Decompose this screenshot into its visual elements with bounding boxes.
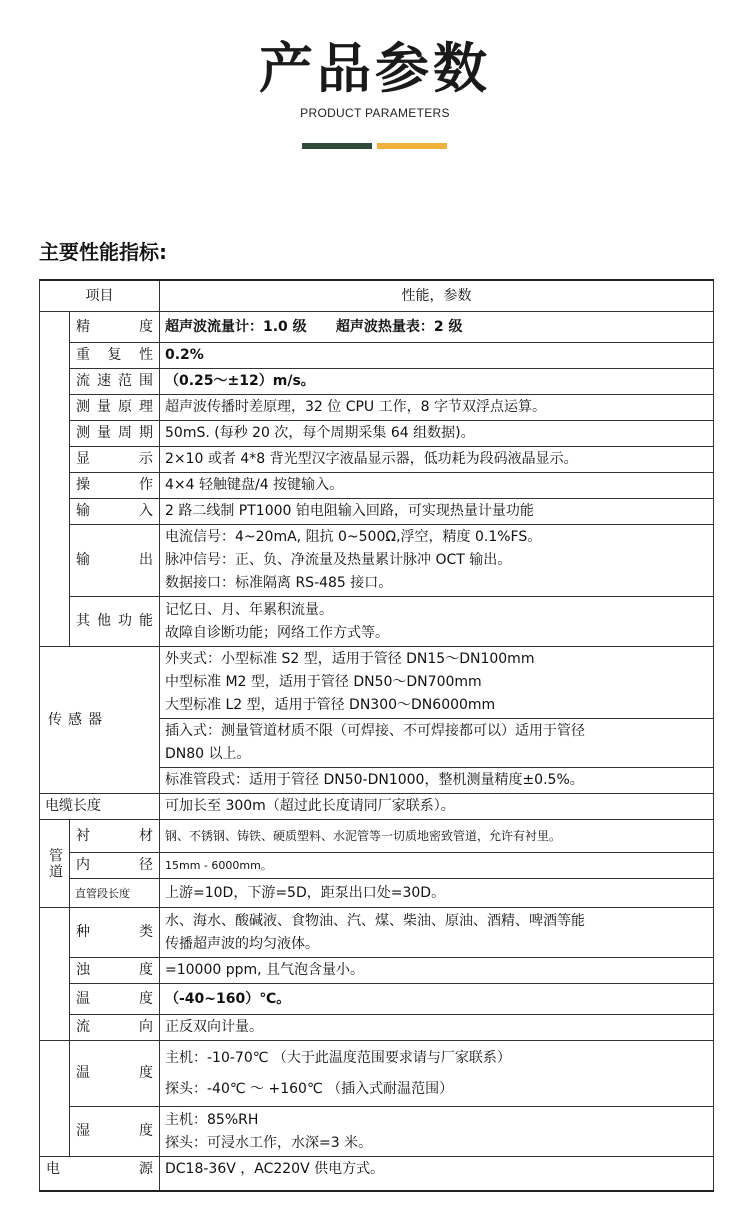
table-row: [40, 853, 714, 879]
sensor-insert-line: DN80 以上。: [165, 746, 251, 762]
row-value-other: [160, 597, 714, 647]
row-name-straight-length: 直管段长度: [70, 879, 160, 908]
row-name-turbidity: 浊度: [70, 958, 160, 984]
sensor-clamp-line: 大型标准 L2 型，适用于管径 DN300～DN6000mm: [165, 697, 496, 713]
row-name-diameter: 内径: [70, 853, 160, 879]
table-row: [40, 1015, 714, 1041]
power-label: 电源: [40, 1157, 160, 1191]
cable-label: 电缆长度: [40, 794, 160, 820]
table-row: [40, 1107, 714, 1157]
table-row: [40, 794, 714, 820]
sensor-clamp: [160, 647, 714, 719]
row-value-display: 2×10 或者 4*8 背光型汉字液晶显示器，低功耗为段码液晶显示。: [160, 447, 714, 473]
row-value-principle: 超声波传播时差原理，32 位 CPU 工作，8 字节双浮点运算。: [160, 395, 714, 421]
sensor-label: 传感器: [40, 647, 160, 794]
table-row: [40, 312, 714, 343]
row-name-liner: 衬材: [70, 820, 160, 853]
row-value-operation: 4×4 轻触键盘/4 按键输入。: [160, 473, 714, 499]
table-row: [40, 369, 714, 395]
table-row: [40, 395, 714, 421]
row-value-velocity-range: （0.25～±12）m/s。: [160, 369, 714, 395]
row-name-output: 输出: [70, 525, 160, 597]
sensor-standard: 标准管段式：适用于管径 DN50-DN1000，整机测量精度±0.5%。: [160, 768, 714, 794]
table-row: [40, 343, 714, 369]
row-name-flow-direction: 流向: [70, 1015, 160, 1041]
fluid-type-line: 传播超声波的均匀液体。: [165, 935, 319, 952]
table-row: [40, 908, 714, 958]
row-value-cycle: 50mS. (每秒 20 次，每个周期采集 64 组数据)。: [160, 421, 714, 447]
table-row: [40, 525, 714, 597]
row-name-accuracy: 精 度: [70, 312, 160, 343]
row-name-velocity-range: 流速范围: [70, 369, 160, 395]
table-row: [40, 984, 714, 1015]
row-value-straight-length: 上游=10D，下游=5D，距泵出口处=30D。: [160, 879, 714, 908]
output-line-pulse: 脉冲信号：正、负、净流量及热量累计脉冲 OCT 输出。: [165, 552, 512, 568]
output-line-current: 电流信号：4~20mA, 阻抗 0~500Ω,浮空，精度 0.1%FS。: [165, 529, 542, 545]
spec-table: [39, 279, 714, 1192]
table-row: [40, 879, 714, 908]
row-value-liner: 钢、不锈钢、铸铁、硬质塑料、水泥管等一切质地密致管道，允许有衬里。: [160, 820, 714, 853]
section-title: 主要性能指标:: [39, 240, 167, 264]
row-value-fluid-type: [160, 908, 714, 958]
row-name-env-temp: 温度: [70, 1041, 160, 1107]
table-row: [40, 1041, 714, 1107]
pipe-group-label: 管道: [40, 820, 70, 908]
sensor-insert: [160, 719, 714, 768]
table-header-row: [40, 280, 714, 312]
accent-bar-gold: [377, 143, 447, 149]
humidity-line-host: 主机：85%RH: [165, 1111, 259, 1128]
row-value-diameter: 15mm - 6000mm。: [160, 853, 714, 879]
env-temp-line-host: 主机：-10-70℃ （大于此温度范围要求请与厂家联系）: [165, 1049, 511, 1066]
output-line-interface: 数据接口：标准隔离 RS-485 接口。: [165, 575, 393, 591]
row-name-other: 其他功能: [70, 597, 160, 647]
row-value-accuracy: 超声波流量计：1.0 级 超声波热量表：2 级: [160, 312, 714, 343]
accent-bar-green: [302, 143, 372, 149]
sensor-clamp-line: 中型标准 M2 型，适用于管径 DN50～DN700mm: [165, 674, 482, 690]
env-temp-line-probe: 探头：-40℃ ～ +160℃ （插入式耐温范围）: [165, 1080, 454, 1097]
row-value-output: [160, 525, 714, 597]
other-line-memory: 记忆日、月、年累积流量。: [165, 601, 333, 618]
table-row: [40, 958, 714, 984]
row-value-turbidity: =10000 ppm, 且气泡含量小。: [160, 958, 714, 984]
fluid-type-line: 水、海水、酸碱液、食物油、汽、煤、柴油、原油、酒精、啤酒等能: [165, 912, 585, 929]
header-item: 项目: [40, 280, 160, 312]
table-row: [40, 1157, 714, 1191]
row-name-fluid-type: 种类: [70, 908, 160, 958]
humidity-line-probe: 探头：可浸水工作，水深=3 米。: [165, 1134, 373, 1151]
row-name-operation: 操作: [70, 473, 160, 499]
row-name-fluid-temp: 温度: [70, 984, 160, 1015]
row-value-input: 2 路二线制 PT1000 铂电阻输入回路，可实现热量计量功能: [160, 499, 714, 525]
power-value: DC18-36V ，AC220V 供电方式。: [160, 1157, 714, 1191]
table-row: [40, 820, 714, 853]
page-title: 产品参数: [259, 37, 491, 100]
row-name-humidity: 湿度: [70, 1107, 160, 1157]
sensor-insert-line: 插入式：测量管道材质不限（可焊接、不可焊接都可以）适用于管径: [165, 723, 585, 739]
row-value-env-temp: [160, 1041, 714, 1107]
table-row: [40, 421, 714, 447]
table-row: [40, 499, 714, 525]
row-name-repeatability: 重复性: [70, 343, 160, 369]
row-value-repeatability: 0.2%: [160, 343, 714, 369]
row-name-cycle: 测量周期: [70, 421, 160, 447]
table-row: [40, 647, 714, 719]
row-value-fluid-temp: （-40~160）℃。: [160, 984, 714, 1015]
table-row: [40, 597, 714, 647]
group-fluid-label: [40, 908, 70, 1041]
row-name-input: 输入: [70, 499, 160, 525]
sensor-clamp-line: 外夹式：小型标准 S2 型，适用于管径 DN15～DN100mm: [165, 651, 535, 667]
row-value-flow-direction: 正反双向计量。: [160, 1015, 714, 1041]
row-value-humidity: [160, 1107, 714, 1157]
table-row: [40, 473, 714, 499]
group-env-label: [40, 1041, 70, 1157]
table-row: [40, 447, 714, 473]
row-name-display: 显示: [70, 447, 160, 473]
group-general-label: [40, 312, 70, 647]
page-subtitle: PRODUCT PARAMETERS: [300, 106, 450, 120]
header-spec: 性能，参数: [160, 280, 714, 312]
cable-value: 可加长至 300m（超过此长度请同厂家联系）。: [160, 794, 714, 820]
row-name-principle: 测量原理: [70, 395, 160, 421]
other-line-diagnosis: 故障自诊断功能；网络工作方式等。: [165, 624, 389, 641]
